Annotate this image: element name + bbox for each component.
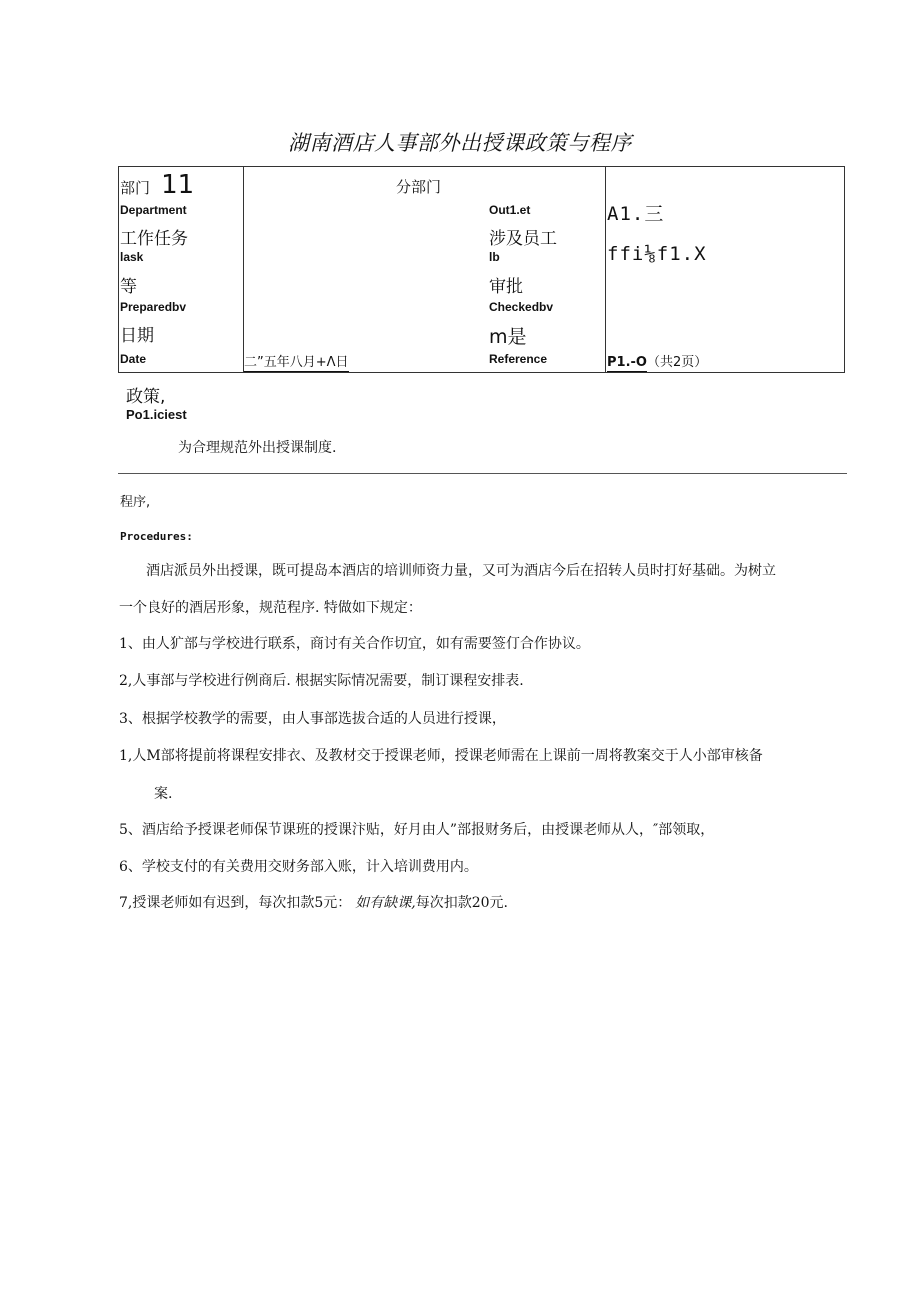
procedure-item-3: 3、根据学校教学的需要，由人事部选拔合适的人员进行授课， — [119, 711, 506, 727]
staff-en: lb — [489, 250, 500, 264]
procedures-heading: 程序, — [120, 495, 151, 510]
policy-heading: 政策, — [126, 387, 166, 407]
table-divider — [605, 166, 606, 373]
prepared-en: Preparedbv — [120, 300, 187, 314]
date-value: 二”五年八月+Λ日 — [244, 351, 349, 372]
procedure-item-2: 2,人事部与学校进行例商后. 根据实际情况需要，制订课程安排表. — [119, 673, 524, 689]
task-en: lask — [120, 250, 144, 264]
date-en: Date — [120, 352, 147, 366]
staff-code: ffi⅛f1.X — [607, 243, 707, 265]
date-label: 日期 — [120, 326, 154, 346]
reference-label: m是 — [489, 326, 527, 348]
procedure-item-6: 6、学校支付的有关费用交财务部入账，计入培训费用内。 — [119, 859, 478, 875]
procedure-item-4-line2: 案. — [154, 786, 173, 802]
page-code: P1.-O — [607, 355, 647, 370]
procedures-heading-en: Procedures: — [120, 530, 193, 543]
procedure-item-5: 5、酒店给予授课老师保节课班的授课汴贴，好月由人”部报财务后，由授课老师从人，″部领取， — [119, 822, 715, 838]
policy-text: 为合理规范外出授课制度. — [178, 440, 337, 456]
department-number: 11 — [161, 170, 195, 200]
procedures-intro-line2: 一个良好的酒居形象，规范程序. 特做如下规定： — [119, 600, 422, 616]
staff-label: 涉及员工 — [489, 229, 557, 249]
sub-department-label: 分部门 — [396, 178, 442, 196]
header-table — [118, 166, 845, 373]
checked-en: Checkedbv — [489, 300, 554, 314]
task-label: 工作任务 — [120, 229, 188, 249]
page-title: 湖南酒店人事部外出授课政策与程序 — [288, 131, 632, 155]
department-label: 部门 11 — [120, 170, 195, 200]
policy-heading-en: Po1.iciest — [126, 407, 187, 422]
document-code: A1.三 — [607, 203, 665, 225]
procedure-item-4-line1: 1,人M部将提前将课程安排衣、及教材交于授课老师，授课老师需在上课前一周将教案交于人小部审核备 — [119, 748, 763, 764]
checked-label: 审批 — [489, 277, 523, 297]
reference-en: Reference — [489, 352, 548, 366]
procedure-item-1: 1、由人犷部与学校进行联系，商讨有关合作切宜，如有需要签仃合作协议。 — [119, 636, 590, 652]
table-divider — [243, 166, 244, 373]
procedure-item-7: 7,授课老师如有迟到，每次扣款5元： 如有缺课,每次扣款20元. — [119, 895, 508, 911]
outlet-en: Out1.et — [489, 203, 531, 217]
department-en: Department — [120, 203, 187, 217]
section-divider — [118, 473, 847, 474]
page-info — [607, 351, 707, 370]
page-total: （共2页） — [646, 355, 708, 370]
procedures-intro-line1: 酒店派员外出授课，既可提岛本酒店的培训师资力量，又可为酒店今后在招转人员时打好基础。为树立 — [146, 563, 776, 579]
prepared-label: 等 — [120, 277, 137, 297]
